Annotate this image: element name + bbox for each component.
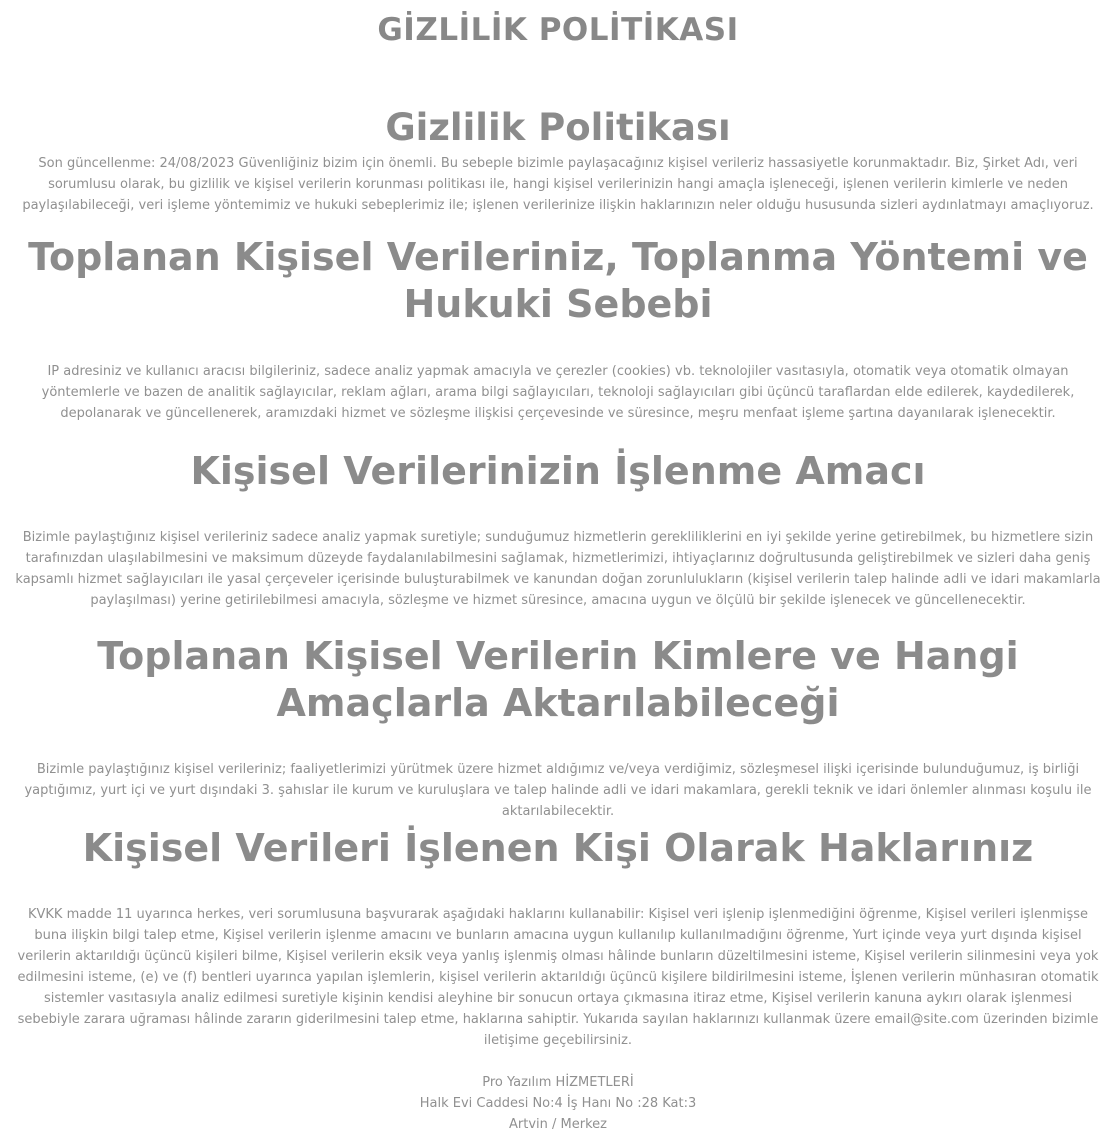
section-body-processing-purpose: Bizimle paylaştığınız kişisel verileriniz sadece analiz yapmak suretiyle; sunduğumuz hizmetlerin gerekliliklerini en iyi şekilde yerine getirebilmek, bu hizmetlere sizin tarafınızdan ulaşılabilmesini ve maksimum düzeyde faydalanılabilmesini sağlamak, hizmetlerimizi, ihtiyaçlarınız doğrultusunda geliştirebilmek ve sizleri daha geniş kapsamlı hizmet sağlayıcıları ile yasal çerçeveler içerisinde buluşturabilmek ve kanundan doğan zorunlulukların (kişisel verilerin talep halinde adli ve idari makamlarla paylaşılması) yerine getirilebilmesi amacıyla, sözleşme ve hizmet süresince, amacına uygun ve ölçülü bir şekilde işlenecek ve güncellenecektir. [15, 530, 1101, 608]
section-heading-data-transfer: Toplanan Kişisel Verilerin Kimlere ve Hangi Amaçlarla Aktarılabileceği [97, 634, 1019, 725]
page-title: GİZLİLİK POLİTİKASI [377, 12, 739, 48]
section-body-data-transfer: Bizimle paylaştığınız kişisel verileriniz; faaliyetlerimizi yürütmek üzere hizmet aldığımız ve/veya verdiğimiz, sözleşmesel ilişki içerisinde bulunduğumuz, iş birliği yaptığımız, yurt içi ve yurt dışındaki 3. şahıslar ile kurum ve kuruluşlara ve talep halinde adli ve idari makamlara, gerekli teknik ve idari önlemler alınması koşulu ile aktarılabilecektir. [24, 762, 1092, 819]
company-street: Halk Evi Caddesi No:4 İş Hanı No :28 Kat:3 [419, 1096, 697, 1111]
section-body-collected-data: IP adresiniz ve kullanıcı aracısı bilgileriniz, sadece analiz yapmak amacıyla ve çerezler (cookies) vb. teknolojiler vasıtasıyla, otomatik veya otomatik olmayan yöntemlerle ve bazen de analitik sağlayıcılar, reklam ağları, arama bilgi sağlayıcıları, teknoloji sağlayıcıları gibi üçüncü taraflardan elde edilerek, kaydedilerek, depolanarak ve güncellenerek, aramızdaki hizmet ve sözleşme ilişkisi çerçevesinde ve süresince, meşru menfaat işleme şartına dayanılarak işlenecektir. [41, 364, 1075, 421]
company-address [14, 1072, 1102, 1135]
section-body-rights: KVKK madde 11 uyarınca herkes, veri sorumlusuna başvurarak aşağıdaki haklarını kullanabilir: Kişisel veri işlenip işlenmediğini öğrenme, Kişisel verileri işlenmişse buna ilişkin bilgi talep etme, Kişisel verilerin işlenme amacını ve bunların amacına uygun kullanılıp kullanılmadığını öğrenme, Yurt içinde veya yurt dışında kişisel verilerin aktarıldığı üçüncü kişileri bilme, Kişisel verilerin eksik veya yanlış işlenmiş olması hâlinde bunların düzeltilmesini isteme, Kişisel verilerin silinmesini veya yok edilmesini isteme, (e) ve (f) bentleri uyarınca yapılan işlemlerin, kişisel verilerin aktarıldığı üçüncü kişilere bildirilmesini isteme, İşlenen verilerin münhasıran otomatik sistemler vasıtasıyla analiz edilmesi suretiyle kişinin kendisi aleyhine bir sonucun ortaya çıkmasına itiraz etme, Kişisel verilerin kanuna aykırı olarak işlenmesi sebebiyle zarara uğraması hâlinde zararın giderilmesini talep etme, haklarına sahiptir. Yukarıda sayılan haklarınızı kullanmak üzere email@site.com üzerinden bizimle iletişime geçebilirsiniz. [17, 907, 1099, 1048]
main-heading: Gizlilik Politikası [385, 106, 731, 149]
company-name: Pro Yazılım HİZMETLERİ [482, 1075, 634, 1090]
section-heading-rights: Kişisel Verileri İşlenen Kişi Olarak Haklarınız [82, 826, 1034, 870]
section-heading-processing-purpose: Kişisel Verilerinizin İşlenme Amacı [190, 449, 926, 493]
company-city: Artvin / Merkez [509, 1117, 607, 1132]
section-heading-collected-data: Toplanan Kişisel Verileriniz, Toplanma Yöntemi ve Hukuki Sebebi [28, 235, 1088, 326]
intro-paragraph: Son güncellenme: 24/08/2023 Güvenliğiniz bizim için önemli. Bu sebeple bizimle paylaşacağınız kişisel verileriz hassasiyetle korunmaktadır. Biz, Şirket Adı, veri sorumlusu olarak, bu gizlilik ve kişisel verilerin korunması politikası ile, hangi kişisel verilerinizin hangi amaçla işleneceği, işlenen verilerin kimlerle ve neden paylaşılabileceği, veri işleme yöntemimiz ve hukuki sebeplerimiz ile; işlenen verilerinize ilişkin haklarınızın neler olduğu hususunda sizleri aydınlatmayı amaçlıyoruz. [22, 156, 1094, 213]
